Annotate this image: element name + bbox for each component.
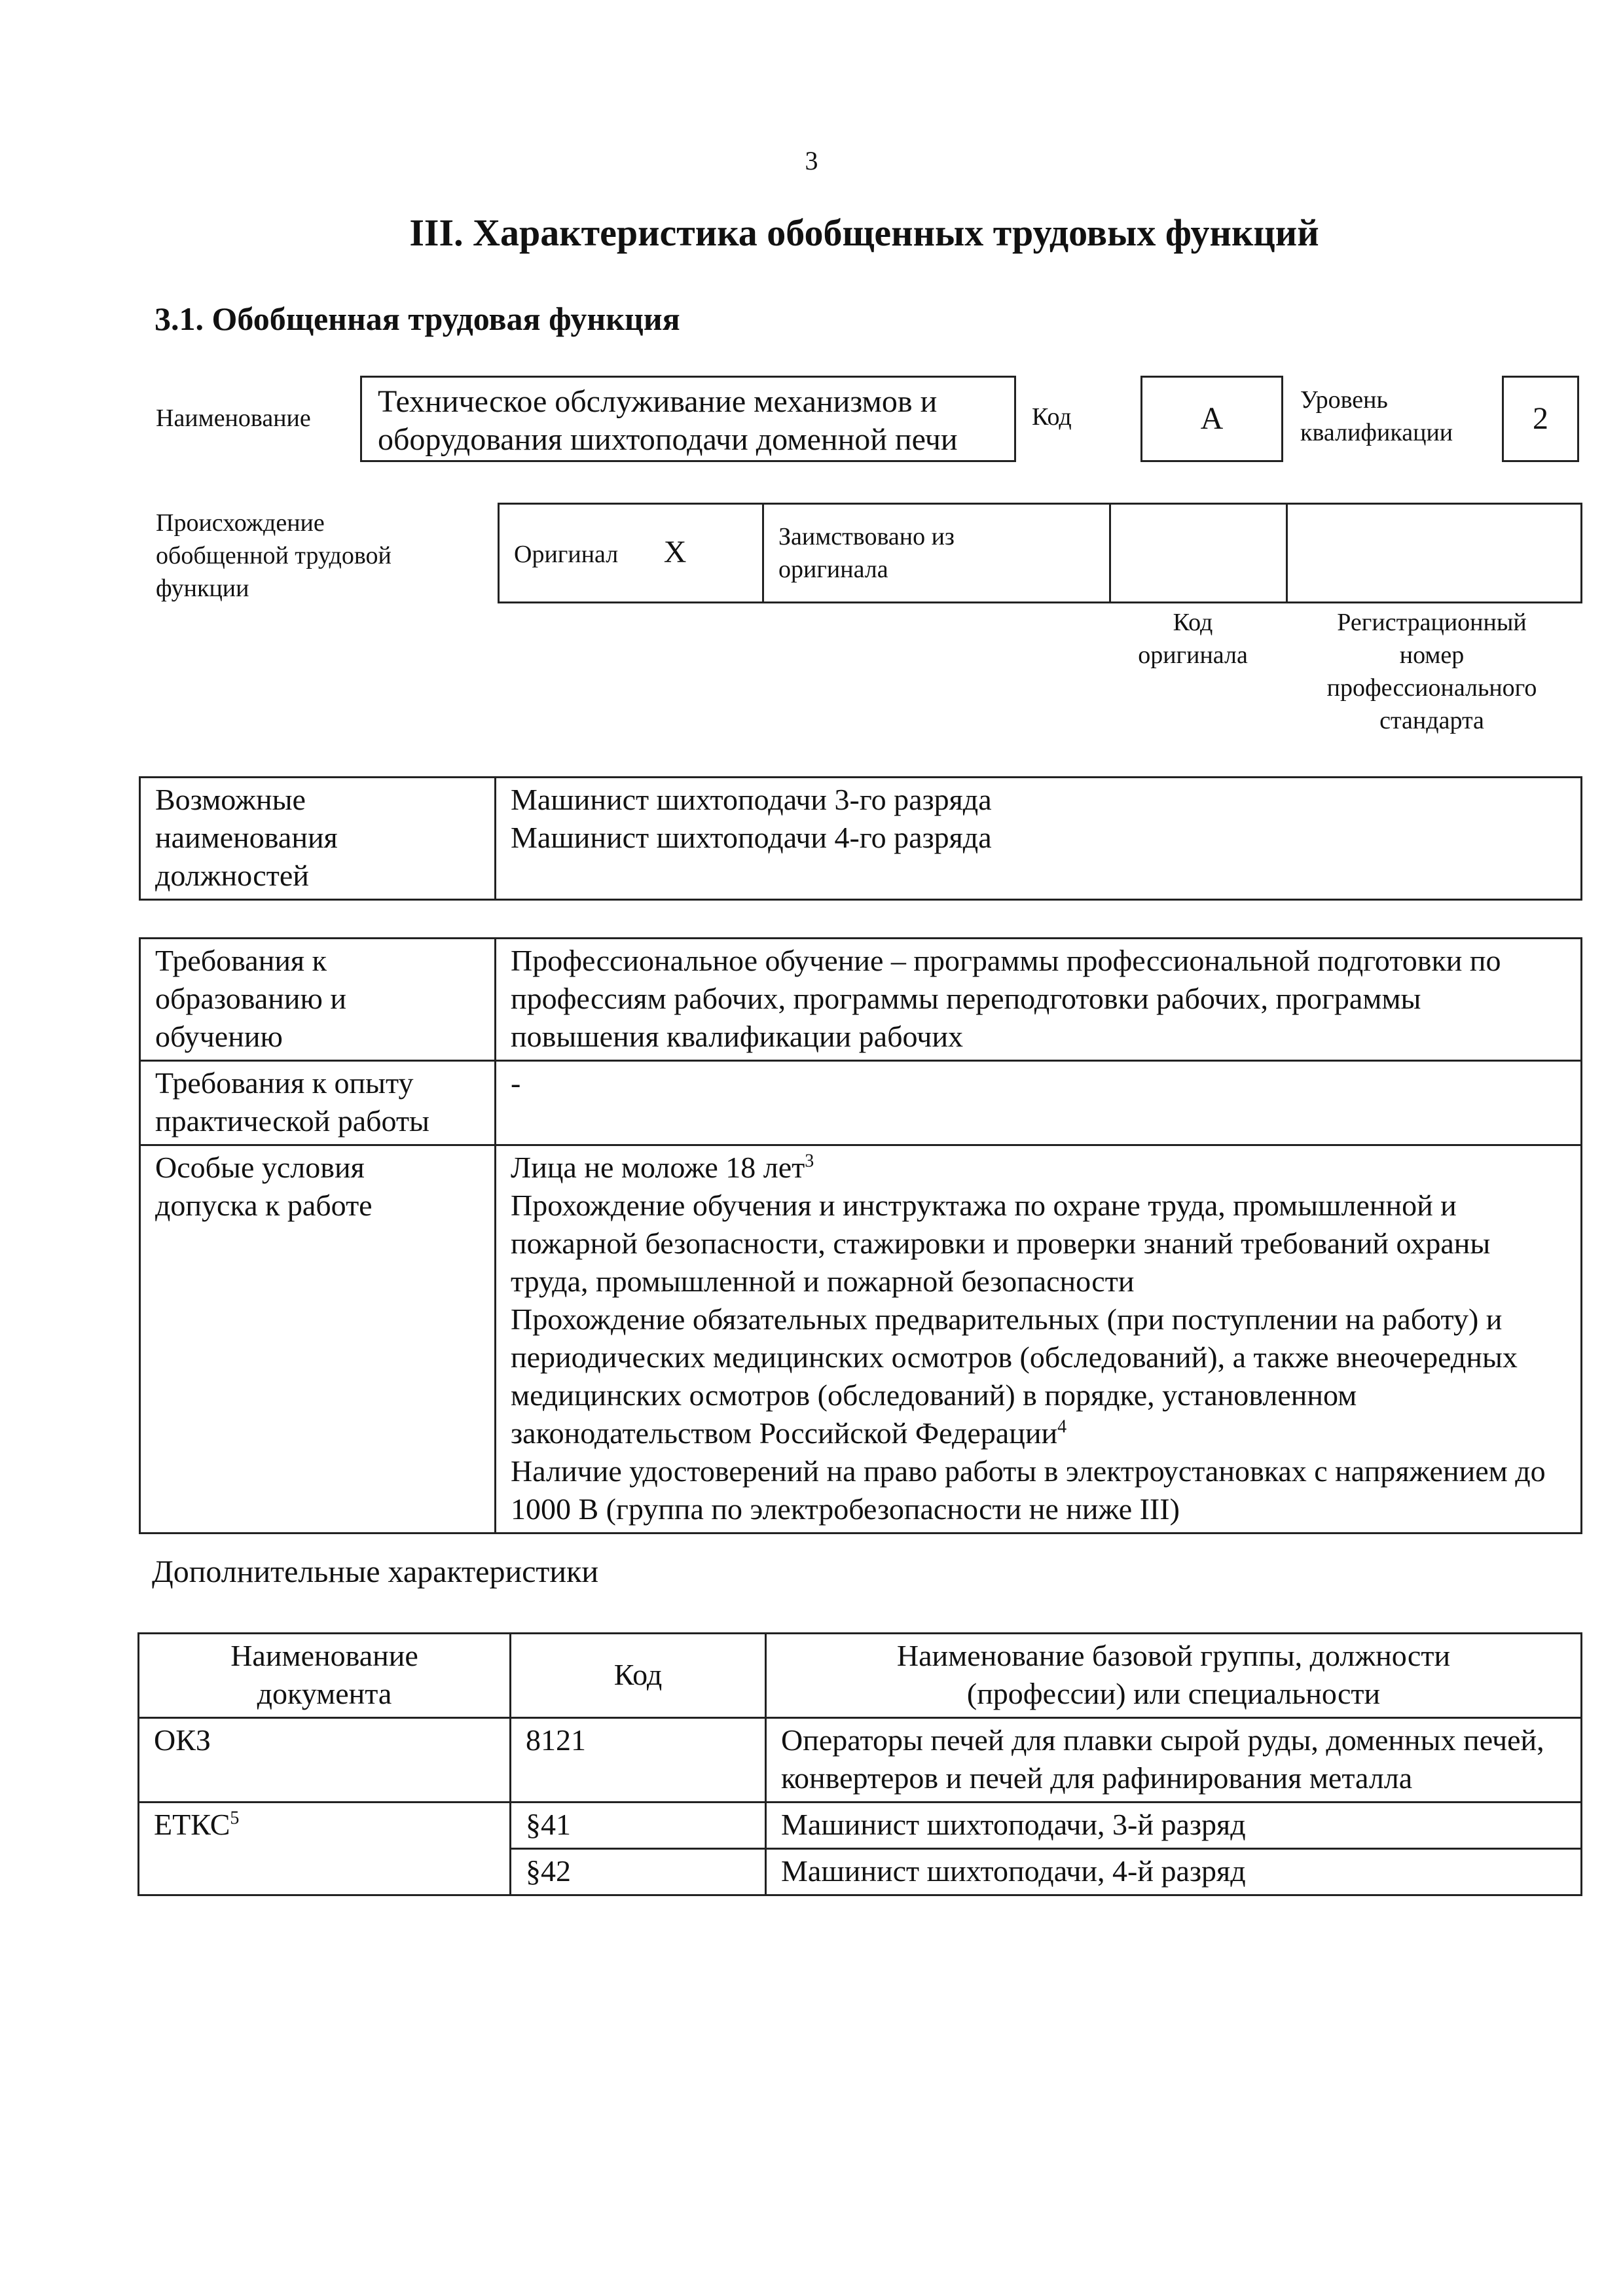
qualification-level-label-line2: квалификации	[1300, 419, 1453, 446]
origin-table	[498, 503, 1582, 603]
footnote-ref: 4	[1057, 1416, 1067, 1437]
requirements-table	[139, 937, 1582, 1534]
special-condition-item: Прохождение обязательных предварительных (при поступлении на работу) и периодических медицинских осмотров (обследований), а также внеочередных медицинских осмотров (обследований) в порядке, установленном законодательством Российской Федерации$^4$	[511, 1302, 1518, 1450]
col-code-header: Код	[511, 1634, 766, 1718]
table-row	[139, 1718, 1582, 1803]
position-item: Машинист шихтоподачи 4-го разряда	[511, 821, 992, 854]
origin-original-cell	[499, 504, 763, 603]
origin-reg-caption-line1: Регистрационный	[1337, 609, 1527, 636]
origin-original-mark: X	[663, 534, 687, 569]
origin-code-caption-line1: Код	[1173, 609, 1213, 636]
section-title: III. Характеристика обобщенных трудовых функций	[409, 211, 1319, 254]
position-item: Машинист шихтоподачи 3-го разряда	[511, 783, 992, 816]
education-row	[140, 939, 1582, 1061]
positions-table	[139, 776, 1582, 901]
origin-reg-caption-line3: профессионального	[1326, 674, 1537, 702]
function-name-line1: Техническое обслуживание механизмов и	[378, 384, 938, 419]
additional-table	[137, 1632, 1582, 1896]
etks-name: Машинист шихтоподачи, 4-й разряд	[766, 1849, 1582, 1895]
col-doc-header: Наименование документа	[139, 1634, 511, 1718]
okz-code: 8121	[511, 1718, 766, 1803]
code-value: А	[1200, 401, 1224, 436]
origin-label-line2: обобщенной трудовой	[156, 542, 392, 569]
positions-value-cell	[496, 778, 1582, 900]
additional-title: Дополнительные характеристики	[152, 1554, 599, 1589]
code-label: Код	[1032, 403, 1072, 431]
function-name-line2: оборудования шихтоподачи доменной печи	[378, 422, 958, 457]
qualification-level-value: 2	[1533, 401, 1548, 436]
origin-code-cell	[1110, 504, 1287, 603]
footnote-ref: 5	[230, 1808, 240, 1829]
origin-code-caption-line2: оригинала	[1138, 641, 1248, 669]
qualification-level-label	[1300, 384, 1453, 449]
origin-reg-number-cell	[1287, 504, 1582, 603]
additional-header-row	[139, 1634, 1582, 1718]
origin-reg-caption-line2: номер	[1399, 641, 1465, 669]
origin-reg-caption-line4: стандарта	[1379, 707, 1484, 734]
experience-label-cell	[140, 1061, 496, 1145]
qualification-level-label-line1: Уровень	[1300, 386, 1388, 414]
experience-row	[140, 1061, 1582, 1145]
table-row	[139, 1803, 1582, 1849]
origin-label-line1: Происхождение	[156, 509, 325, 537]
positions-label-line3: должностей	[155, 859, 309, 892]
special-conditions-label-cell	[140, 1145, 496, 1534]
col-name-header: Наименование базовой группы, должности (профессии) или специальности	[766, 1634, 1582, 1718]
etks-doc: ЕТКС$^5$	[139, 1803, 511, 1895]
education-label-cell	[140, 939, 496, 1061]
education-label-line1: Требования к	[155, 944, 327, 977]
special-conditions-value-cell	[496, 1145, 1582, 1534]
footnote-ref: 3	[805, 1151, 814, 1172]
code-box	[1140, 376, 1283, 462]
special-condition-item: Лица не моложе 18 лет$^3$	[511, 1151, 814, 1184]
okz-doc: ОКЗ	[139, 1718, 511, 1803]
origin-label-line3: функции	[156, 575, 249, 602]
etks-code: §41	[511, 1803, 766, 1849]
origin-borrowed-cell	[763, 504, 1110, 603]
origin-label	[156, 507, 392, 605]
education-label-line3: обучению	[155, 1020, 283, 1053]
special-conditions-label-line2: допуска к работе	[155, 1189, 373, 1222]
positions-label-line2: наименования	[155, 821, 338, 854]
education-label-line2: образованию и	[155, 982, 346, 1015]
special-conditions-row	[140, 1145, 1582, 1534]
positions-label-line1: Возможные	[155, 783, 306, 816]
special-conditions-label-line1: Особые условия	[155, 1151, 365, 1184]
okz-name: Операторы печей для плавки сырой руды, доменных печей, конвертеров и печей для рафинирования металла	[766, 1718, 1582, 1803]
origin-reg-caption	[1285, 606, 1579, 737]
special-condition-item: Прохождение обучения и инструктажа по охране труда, промышленной и пожарной безопасности, стажировки и проверки знаний требований охраны труда, промышленной и пожарной безопасности	[511, 1189, 1491, 1298]
experience-value: -	[496, 1061, 1582, 1145]
experience-label-line2: практической работы	[155, 1104, 429, 1138]
origin-original-label: Оригинал	[514, 540, 619, 568]
function-name-box	[360, 376, 1016, 462]
positions-label-cell	[140, 778, 496, 900]
etks-name: Машинист шихтоподачи, 3-й разряд	[766, 1803, 1582, 1849]
experience-label-line1: Требования к опыту	[155, 1066, 414, 1100]
function-name-label: Наименование	[156, 404, 311, 432]
origin-borrowed-line2: оригинала	[778, 556, 888, 583]
origin-code-caption	[1101, 606, 1285, 672]
origin-borrowed-line1: Заимствовано из	[778, 523, 955, 550]
etks-code: §42	[511, 1849, 766, 1895]
education-value: Профессиональное обучение – программы профессиональной подготовки по профессиям рабочих, программы переподготовки рабочих, программы повышения квалификации рабочих	[496, 939, 1582, 1061]
special-condition-item: Наличие удостоверений на право работы в электроустановках с напряжением до 1000 В (группа по электробезопасности не ниже III)	[511, 1454, 1546, 1526]
subsection-title: 3.1. Обобщенная трудовая функция	[155, 300, 680, 337]
qualification-level-box	[1502, 376, 1579, 462]
page-number: 3	[805, 146, 818, 175]
